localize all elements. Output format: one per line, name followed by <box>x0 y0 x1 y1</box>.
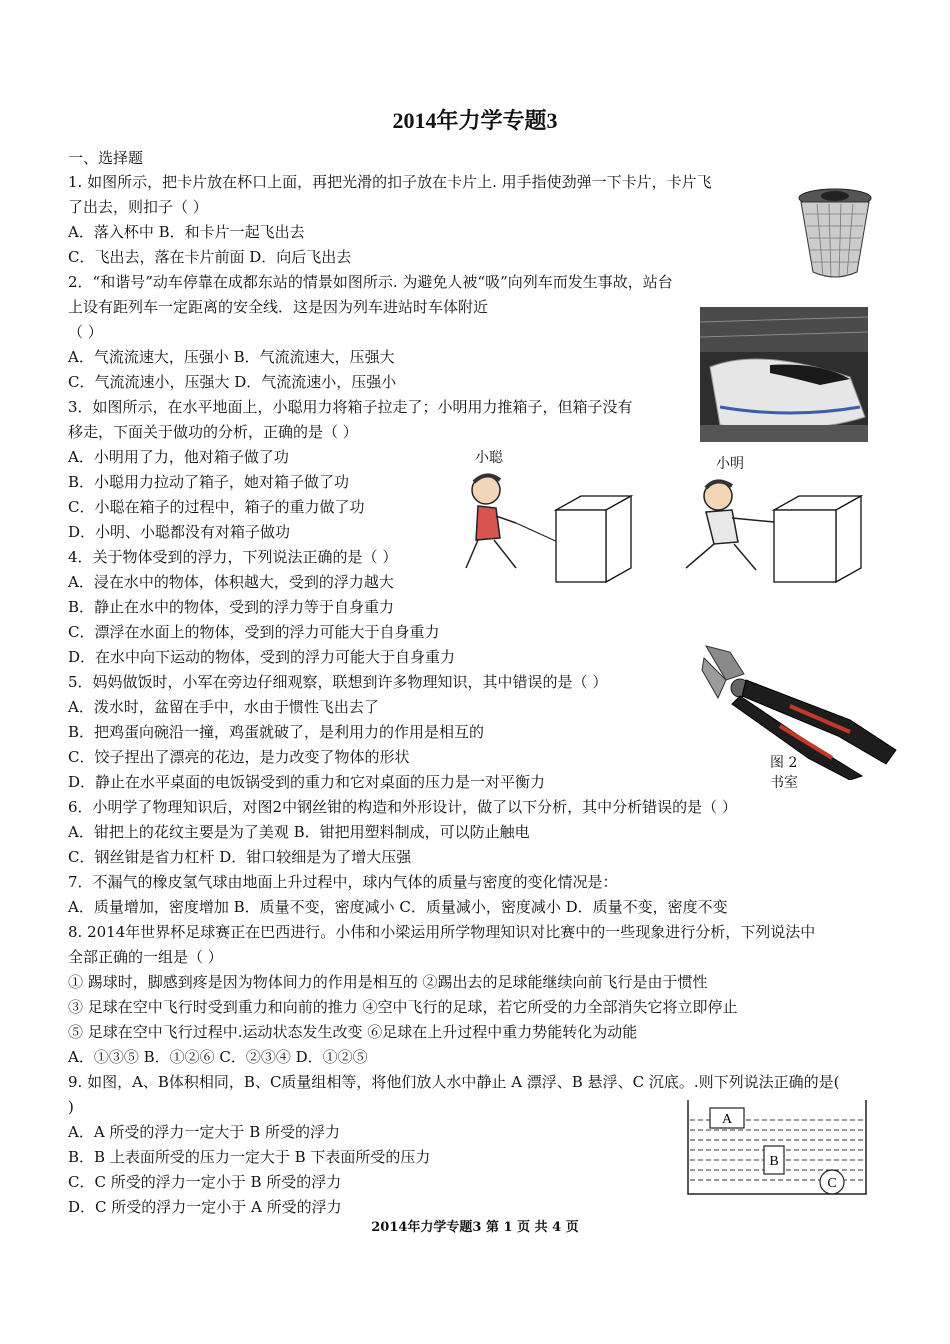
q3-option-b: B．小聪用力拉动了箱子，她对箱子做了功 <box>68 473 350 491</box>
ball-c-label: C <box>827 1176 837 1191</box>
q5-option-a: A．泼水时，盆留在手中，水由于惯性飞出去了 <box>68 698 379 716</box>
section-heading: 一、选择题 <box>68 149 144 167</box>
q8-stem: 8. 2014年世界杯足球赛正在巴西进行。小伟和小梁运用所学物理知识对比赛中的一些现象进行分析，下列说法中 <box>68 923 816 941</box>
pull-rope <box>516 523 560 543</box>
q1-stem: 1. 如图所示，把卡片放在杯口上面，再把光滑的扣子放在卡片上. 用手指使劲弹一下卡片，卡片飞 <box>68 173 712 191</box>
page-title: 2014年力学专题3 <box>392 108 558 133</box>
train-photo <box>700 307 868 442</box>
q5-option-c: C．饺子捏出了漂亮的花边，是力改变了物体的形状 <box>68 748 410 766</box>
pliers-figure <box>700 640 900 780</box>
q3-stem: 3．如图所示，在水平地面上，小聪用力将箱子拉走了；小明用力推箱子，但箱子没有 <box>68 398 633 416</box>
q7-options: A．质量增加，密度增加 B．质量不变，密度减小 C．质量减小，密度减小 D．质量不变，密度不变 <box>68 898 728 916</box>
q5-option-b: B．把鸡蛋向碗沿一撞，鸡蛋就破了，是利用力的作用是相互的 <box>68 723 485 741</box>
q6-options-cd: C．钢丝钳是省力杠杆 D．钳口较细是为了增大压强 <box>68 848 412 866</box>
q2-options-ab: A．气流流速大，压强小 B．气流流速大，压强大 <box>68 348 395 366</box>
q8-options: A．①③⑤ B．①②⑥ C．②③④ D．①②⑤ <box>68 1048 368 1066</box>
q9-option-b: B．B 上表面所受的压力一定大于 B 下表面所受的压力 <box>68 1148 431 1166</box>
q2-stem: 2．“和谐号”动车停靠在成都东站的情景如图所示. 为避免人被“吸”向列车而发生事故，站台 <box>68 273 673 291</box>
cup-figure <box>795 184 875 284</box>
q2-stem-cont: 上设有距列车一定距离的安全线．这是因为列车进站时车体附近 <box>68 298 489 316</box>
q1-options-ab: A．落入杯中 B．和卡片一起飞出去 <box>68 223 305 241</box>
q8-statements-3: ⑤ 足球在空中飞行过程中.运动状态发生改变 ⑥足球在上升过程中重力势能转化为动能 <box>68 1023 638 1041</box>
girl-pulling <box>466 475 516 568</box>
q4-option-d: D．在水中向下运动的物体，受到的浮力可能大于自身重力 <box>68 648 456 666</box>
q4-option-b: B．静止在水中的物体，受到的浮力等于自身重力 <box>68 598 395 616</box>
figure2-caption: 图 2 <box>770 755 798 771</box>
q9-option-d: D．C 所受的浮力一定小于 A 所受的浮力 <box>68 1198 342 1216</box>
box-2 <box>774 496 861 582</box>
q4-stem: 4．关于物体受到的浮力，下列说法正确的是（ ） <box>68 548 398 566</box>
page-footer: 2014年力学专题3 第 1 页 共 4 页 <box>371 1220 579 1235</box>
figure2-caption-2: 书室 <box>770 775 798 791</box>
q9-stem: 9. 如图，A、B体积相同，B、C质量组相等，将他们放人水中静止 A 漂浮、B 悬浮、C 沉底。.则下列说法正确的是( <box>68 1073 840 1091</box>
q3-stem-cont: 移走，下面关于做功的分析，正确的是（ ） <box>68 423 358 441</box>
q3-option-a: A．小明用了力，他对箱子做了功 <box>68 448 289 466</box>
q8-statements-1: ① 踢球时，脚感到疼是因为物体间力的作用是相互的 ②踢出去的足球能继续向前飞行是由于惯性 <box>68 973 708 991</box>
q2-bracket: （ ） <box>68 323 103 341</box>
q9-stem-cont: ) <box>68 1098 74 1116</box>
label-xiaocong: 小聪 <box>475 450 503 466</box>
block-b-label: B <box>769 1154 779 1169</box>
q9-option-c: C．C 所受的浮力一定小于 B 所受的浮力 <box>68 1173 342 1191</box>
block-a-label: A <box>721 1112 733 1127</box>
q8-stem-cont: 全部正确的一组是（ ） <box>68 948 223 966</box>
q7-stem: 7．不漏气的橡皮氢气球由地面上升过程中，球内气体的质量与密度的变化情况是： <box>68 873 618 891</box>
q2-options-cd: C．气流流速小，压强大 D．气流流速小，压强小 <box>68 373 397 391</box>
q1-options-cd: C．飞出去，落在卡片前面 D．向后飞出去 <box>68 248 352 266</box>
q6-stem: 6．小明学了物理知识后，对图2中钢丝钳的构造和外形设计，做了以下分析，其中分析错误的是（ ） <box>68 798 737 816</box>
q4-option-c: C．漂浮在水面上的物体，受到的浮力可能大于自身重力 <box>68 623 440 641</box>
label-xiaoming: 小明 <box>716 456 744 472</box>
q5-stem: 5．妈妈做饭时，小军在旁边仔细观察，联想到许多物理知识，其中错误的是（ ） <box>68 673 608 691</box>
q4-option-a: A．浸在水中的物体，体积越大，受到的浮力越大 <box>68 573 394 591</box>
water-tank-figure <box>684 1098 870 1198</box>
q5-option-d: D．静止在水平桌面的电饭锅受到的重力和它对桌面的压力是一对平衡力 <box>68 773 546 791</box>
q1-stem-cont: 了出去，则扣子（ ） <box>68 198 208 216</box>
q6-options-ab: A．钳把上的花纹主要是为了美观 B．钳把用塑料制成，可以防止触电 <box>68 823 530 841</box>
q9-option-a: A．A 所受的浮力一定大于 B 所受的浮力 <box>68 1123 340 1141</box>
q3-option-c: C．小聪在箱子的过程中，箱子的重力做了功 <box>68 498 365 516</box>
box-1 <box>556 496 631 582</box>
q8-statements-2: ③ 足球在空中飞行时受到重力和向前的推力 ④空中飞行的足球，若它所受的力全部消失它将立即停止 <box>68 998 738 1016</box>
q3-option-d: D．小明、小聪都没有对箱子做功 <box>68 523 291 541</box>
boy-pushing <box>686 481 774 570</box>
push-pull-figure <box>456 468 876 590</box>
